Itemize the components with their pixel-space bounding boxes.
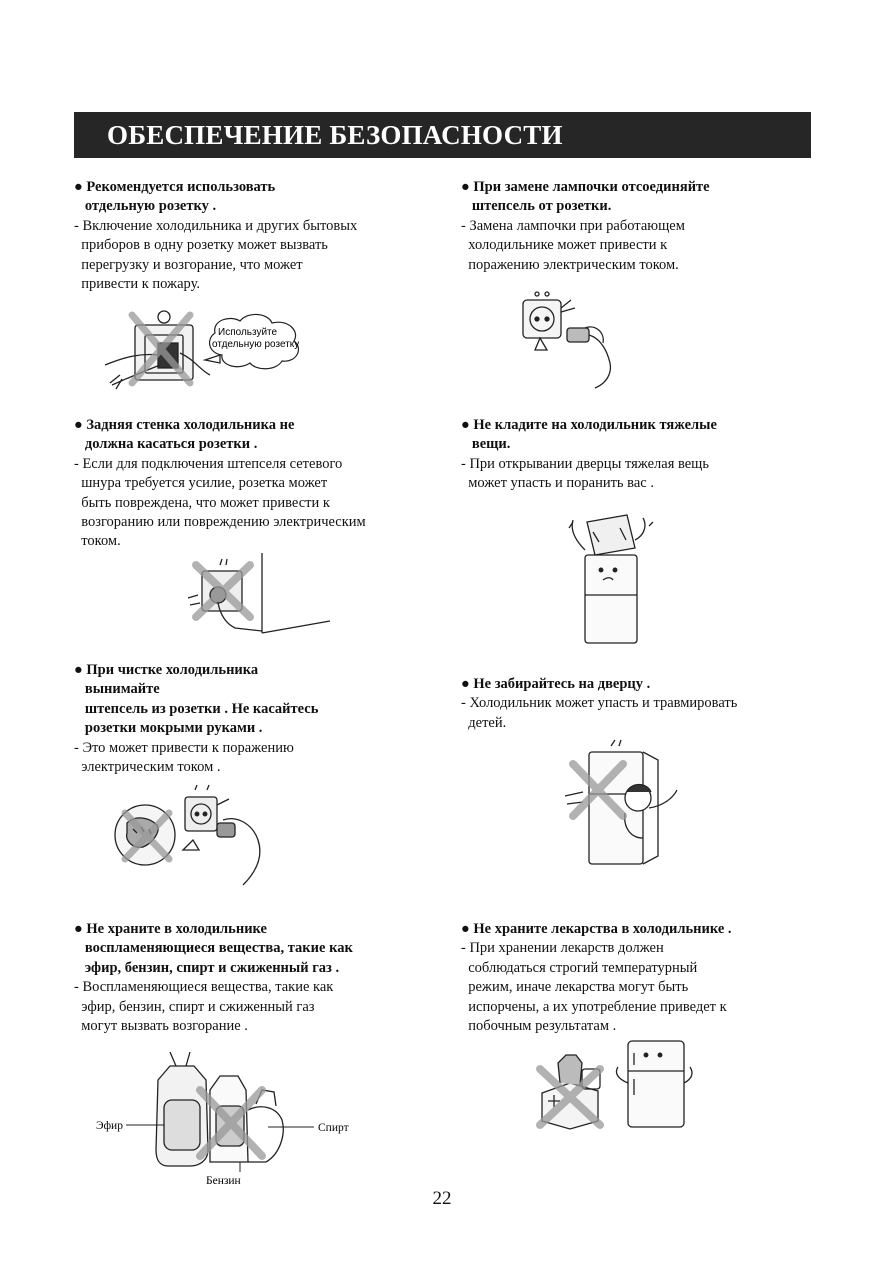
section-heavy-objects — [461, 416, 717, 494]
section-body: - При хранении лекарств должен соблюдаться строгий температурный режим, иначе лекарства могут быть испорчены, а их употребление приведет к побочным результатам . — [461, 940, 727, 1035]
child-on-door-illustration — [553, 738, 683, 868]
page-title: ОБЕСПЕЧЕНИЕ БЕЗОПАСНОСТИ — [107, 120, 563, 150]
section-title: ● Не кладите на холодильник тяжелые вещи. — [461, 417, 717, 453]
falling-object-illustration — [565, 510, 655, 645]
section-bulb-replacement — [461, 178, 710, 275]
section-separate-outlet — [74, 178, 357, 294]
section-body: - Если для подключения штепселя сетевого шнура требуется усилие, розетка может быть повреждена, что может привести к возгоранию или повреждению электрическим током. — [74, 455, 366, 550]
bubble-text-line1: Используйте — [218, 327, 278, 338]
wet-hands-illustration — [113, 785, 273, 885]
section-title: ● Не забирайтесь на дверцу . — [461, 676, 651, 692]
section-back-wall — [74, 416, 366, 552]
bubble-text-line2: отдельную розетку — [212, 339, 300, 350]
wall-outlet-illustration — [180, 553, 330, 643]
section-title: ● При чистке холодильника вынимайте штепсель из розетки . Не касайтесь розетки мокрыми руками . — [74, 662, 319, 737]
section-door-climbing — [461, 675, 737, 733]
section-body: - При открывании дверцы тяжелая вещь может упасть и поранить вас . — [461, 455, 709, 492]
section-flammable — [74, 920, 353, 1036]
label-gasoline: Бензин — [206, 1175, 241, 1187]
overloaded-outlet-illustration — [100, 305, 315, 390]
section-cleaning — [74, 661, 318, 777]
medicine-fridge-illustration — [530, 1033, 695, 1133]
section-title: ● Не храните лекарства в холодильнике . — [461, 921, 732, 937]
page-number: 22 — [432, 1188, 452, 1209]
section-medicines — [461, 920, 732, 1036]
section-title: ● Задняя стенка холодильника не должна касаться розетки . — [74, 417, 295, 453]
section-body: - Воспламеняющиеся вещества, такие как эфир, бензин, спирт и сжиженный газ могут вызвать возгорание . — [74, 979, 334, 1035]
section-title: ● Рекомендуется использовать отдельную розетку . — [74, 179, 276, 215]
label-alcohol: Спирт — [318, 1122, 349, 1134]
flammable-containers-illustration — [90, 1050, 370, 1190]
section-body: - Замена лампочки при работающем холодильнике может привести к поражению электрическим током. — [461, 217, 685, 273]
unplug-outlet-illustration — [515, 288, 625, 388]
section-body: - Включение холодильника и других бытовых приборов в одну розетку может вызвать перегрузку и возгорание, что может привести к пожару. — [74, 217, 358, 293]
label-ether: Эфир — [96, 1120, 123, 1132]
section-body: - Холодильник может упасть и травмировать детей. — [461, 695, 738, 731]
section-body: - Это может привести к поражению электрическим током . — [74, 739, 294, 776]
section-title: ● При замене лампочки отсоединяйте штепсель от розетки. — [461, 179, 710, 215]
page-header — [74, 112, 811, 158]
section-title: ● Не храните в холодильнике воспламеняющиеся вещества, такие как эфир, бензин, спирт и сжиженный газ . — [74, 921, 353, 976]
